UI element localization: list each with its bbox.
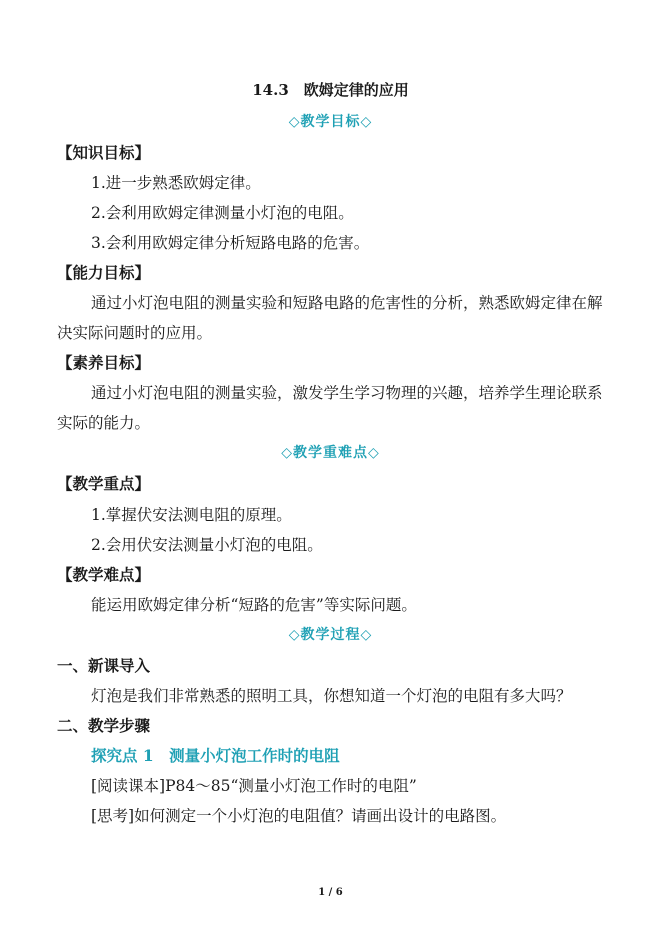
thinking-tag: [思考] xyxy=(91,807,135,825)
thinking-text: 如何测定一个小灯泡的电阻值？请画出设计的电路图。 xyxy=(134,807,507,825)
knowledge-heading: 【知识目标】 xyxy=(57,143,151,162)
reading-text: P84～85“测量小灯泡工作时的电阻” xyxy=(165,777,417,795)
reading-line xyxy=(91,776,417,796)
ability-heading: 【能力目标】 xyxy=(57,263,151,282)
difficulty-text: 能运用欧姆定律分析“短路的危害”等实际问题。 xyxy=(91,596,417,614)
thinking-line xyxy=(91,806,506,826)
intro-heading: 一、新课导入 xyxy=(57,656,151,675)
inquiry-point-label: 探究点 1 测量小灯泡工作时的电阻 xyxy=(91,746,340,765)
literacy-text: 实际的能力。 xyxy=(57,414,151,432)
intro-text: 灯泡是我们非常熟悉的照明工具，你想知道一个灯泡的电阻有多大吗？ xyxy=(91,687,572,705)
ability-text: 通过小灯泡电阻的测量实验和短路电路的危害性的分析，熟悉欧姆定律在解 xyxy=(91,294,603,312)
literacy-text: 通过小灯泡电阻的测量实验，激发学生学习物理的兴趣，培养学生理论联系 xyxy=(91,384,603,402)
knowledge-item: 1.进一步熟悉欧姆定律。 xyxy=(91,174,261,192)
focus-heading: 【教学重点】 xyxy=(57,474,151,493)
section-goals: ◇教学目标◇ xyxy=(288,114,373,130)
focus-item: 1.掌握伏安法测电阻的原理。 xyxy=(91,506,292,524)
ability-text: 决实际问题时的应用。 xyxy=(57,324,213,342)
literacy-heading: 【素养目标】 xyxy=(57,353,151,372)
page-number: 1 / 6 xyxy=(318,887,343,898)
section-process: ◇教学过程◇ xyxy=(288,627,373,643)
page-title: 14.3 欧姆定律的应用 xyxy=(252,81,409,99)
section-key-points: ◇教学重难点◇ xyxy=(281,445,380,461)
reading-tag: [阅读课本] xyxy=(91,777,166,795)
focus-item: 2.会用伏安法测量小灯泡的电阻。 xyxy=(91,536,323,554)
difficulty-heading: 【教学难点】 xyxy=(57,565,151,584)
steps-heading: 二、教学步骤 xyxy=(57,716,151,735)
knowledge-item: 3.会利用欧姆定律分析短路电路的危害。 xyxy=(91,234,370,252)
knowledge-item: 2.会利用欧姆定律测量小灯泡的电阻。 xyxy=(91,204,354,222)
